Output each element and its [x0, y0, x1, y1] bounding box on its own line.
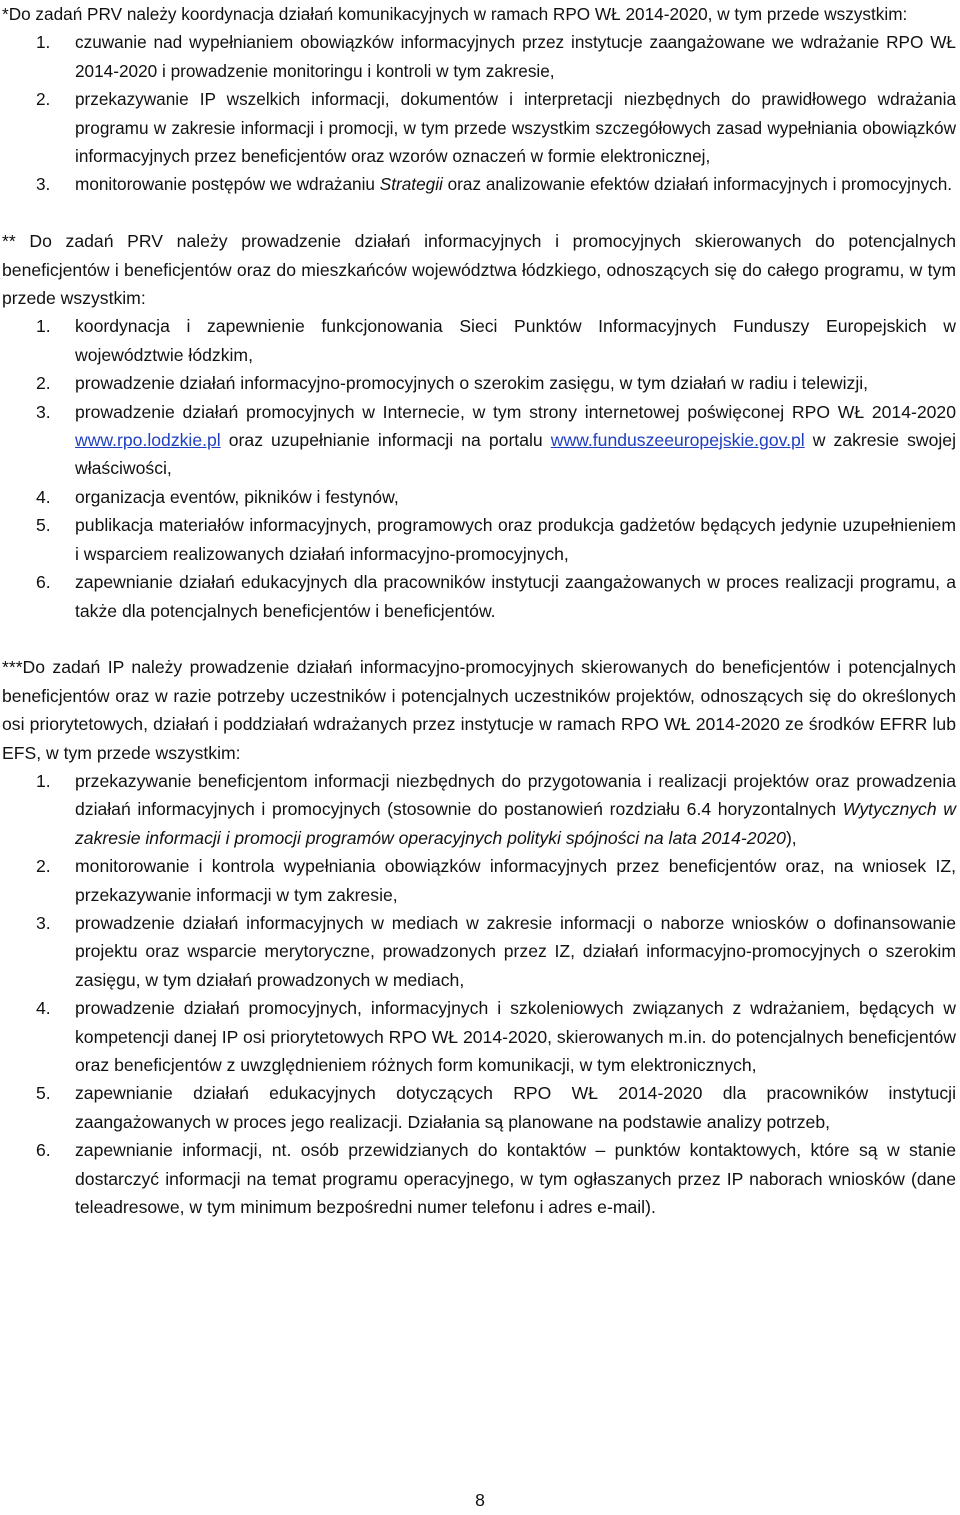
list-item — [2, 909, 956, 994]
list-number: 3. — [36, 912, 51, 933]
list-item — [2, 1136, 956, 1221]
list-item-text: publikacja materiałów informacyjnych, programowych oraz produkcja gadżetów będących jedynie uzupełnieniem i wsparciem realizowanych działań informacyjno-promocyjnych, — [75, 515, 956, 564]
list-item — [2, 511, 956, 568]
list-number: 6. — [36, 572, 51, 593]
list-item-text: monitorowanie i kontrola wypełniania obowiązków informacyjnych przez beneficjentów oraz, na wniosek IZ, przekazywanie informacji w tym zakresie, — [75, 856, 956, 905]
list-item — [2, 483, 956, 511]
list-item-text: w zakresie swojej właściwości, — [75, 430, 956, 479]
list-number: 1. — [36, 770, 51, 791]
task-list — [2, 767, 956, 1222]
list-item-text: oraz analizowanie efektów działań informacyjnych i promocyjnych. — [442, 174, 953, 195]
list-item-text: prowadzenie działań informacyjno-promocyjnych o szerokim zasięgu, w tym działań w radiu i telewizji, — [75, 373, 869, 394]
list-item-text: przekazywanie IP wszelkich informacji, dokumentów i interpretacji niezbędnych do prawidłowego wdrażania programu w zakresie informacji i promocji, w tym przede wszystkim szczegółowych zasad wypełniania obowiązków informacyjnych przez beneficjentów oraz wzorów oznaczeń w formie elektronicznej, — [75, 89, 956, 167]
list-item-text: zapewnianie działań edukacyjnych dotyczących RPO WŁ 2014-2020 dla pracowników instytucji zaangażowanych w proces jego realizacji. Działania są planowane na podstawie analizy potrzeb, — [75, 1083, 956, 1132]
list-number: 1. — [36, 316, 51, 337]
list-item-italic: Strategii — [379, 174, 443, 195]
list-item-text: przekazywanie beneficjentom informacji niezbędnych do przygotowania i realizacji projektów oraz prowadzenia działań informacyjnych i promocyjnych (stosownie do postanowień rozdziału 6.4 horyzontalnych — [75, 770, 956, 820]
list-number: 2. — [36, 89, 51, 110]
list-item — [2, 1079, 956, 1136]
list-item-text: czuwanie nad wypełnianiem obowiązków informacyjnych przez instytucje zaangażowane we wdrażanie RPO WŁ 2014-2020 i prowadzenie monitoringu i kontroli w tym zakresie, — [75, 32, 956, 81]
list-item — [2, 85, 956, 170]
list-number: 5. — [36, 1083, 51, 1104]
list-item-text: koordynacja i zapewnienie funkcjonowania Sieci Punktów Informacyjnych Funduszy Europejskich w województwie łódzkim, — [75, 316, 956, 365]
list-number: 5. — [36, 515, 51, 536]
section-intro: ***Do zadań IP należy prowadzenie działań informacyjno-promocyjnych skierowanych do beneficjentów i potencjalnych beneficjentów oraz w razie potrzeby uczestników i potencjalnych uczestników projektów, odnoszących się do określonych osi priorytetowych, działań i poddziałań wdrażanych przez instytucje w ramach RPO WŁ 2014-2020 ze środków EFRR lub EFS, w tym przede wszystkim: — [2, 657, 956, 763]
list-item — [2, 398, 956, 483]
task-list — [2, 28, 956, 198]
list-number: 4. — [36, 486, 51, 507]
list-item-text: oraz uzupełnianie informacji na portalu — [220, 430, 551, 451]
section-intro: ** Do zadań PRV należy prowadzenie działań informacyjnych i promocyjnych skierowanych do potencjalnych beneficjentów i beneficjentów oraz do mieszkańców województwa łódzkiego, odnoszących się do całego programu, w tym przede wszystkim: — [2, 231, 956, 309]
list-number: 2. — [36, 856, 51, 877]
section-prv-coordination — [2, 0, 956, 199]
list-item-text: prowadzenie działań promocyjnych, informacyjnych i szkoleniowych związanych z wdrażaniem, będących w kompetencji danej IP osi priorytetowych RPO WŁ 2014-2020, skierowanych m.in. do potencjalnych beneficjentów oraz beneficjentów z uwzględnieniem różnych form komunikacji, w tym elektronicznych, — [75, 998, 956, 1075]
rpo-lodzkie-link[interactable]: www.rpo.lodzkie.pl — [75, 430, 221, 451]
list-number: 4. — [36, 998, 51, 1019]
document-page — [2, 0, 956, 1221]
list-item — [2, 170, 956, 198]
list-item-text: monitorowanie postępów we wdrażaniu — [75, 174, 380, 195]
list-number: 6. — [36, 1140, 51, 1161]
list-number: 2. — [36, 373, 51, 394]
section-prv-information — [2, 227, 956, 625]
section-gap — [2, 625, 956, 653]
section-intro: *Do zadań PRV należy koordynacja działań komunikacyjnych w ramach RPO WŁ 2014-2020, w tym przede wszystkim: — [2, 4, 908, 24]
list-item-text: prowadzenie działań promocyjnych w Internecie, w tym strony internetowej poświęconej RPO WŁ 2014-2020 — [75, 401, 956, 422]
list-item-text: zapewnianie informacji, nt. osób przewidzianych do kontaktów – punktów kontaktowych, które są w stanie dostarczyć informacji na temat programu operacyjnego, w tym ogłaszanych przez IP naborach wniosków (dane teleadresowe, w tym minimum bezpośredni numer telefonu i adres e-mail). — [75, 1140, 956, 1218]
page-number: 8 — [475, 1490, 485, 1510]
list-number: 3. — [36, 174, 51, 195]
list-item — [2, 852, 956, 909]
list-item — [2, 28, 956, 85]
fundusze-europejskie-link[interactable]: www.funduszeeuropejskie.gov.pl — [550, 430, 805, 451]
list-item-text: prowadzenie działań informacyjnych w mediach w zakresie informacji o naborze wniosków o dofinansowanie projektu oraz wsparcie merytoryczne, prowadzonych przez IZ, działań informacyjno-promocyjnych o szerokim zasięgu, w tym działań prowadzonych w mediach, — [75, 912, 956, 990]
section-ip-tasks — [2, 653, 956, 1221]
list-item — [2, 994, 956, 1079]
list-item-text: ), — [785, 827, 797, 848]
list-item-text: organizacja eventów, pikników i festynów, — [75, 486, 399, 507]
section-gap — [2, 199, 956, 227]
list-item — [2, 568, 956, 625]
list-item — [2, 767, 956, 852]
list-number: 1. — [36, 32, 51, 53]
list-item — [2, 369, 956, 397]
list-item-italic: Wytycznych w zakresie informacji i promocji programów operacyjnych polityki spójności na lata 2014-2020 — [75, 799, 956, 848]
list-item-text: zapewnianie działań edukacyjnych dla pracowników instytucji zaangażowanych w proces realizacji programu, a także dla potencjalnych beneficjentów i beneficjentów. — [75, 572, 956, 621]
list-item — [2, 312, 956, 369]
list-number: 3. — [36, 401, 51, 422]
task-list — [2, 312, 956, 624]
